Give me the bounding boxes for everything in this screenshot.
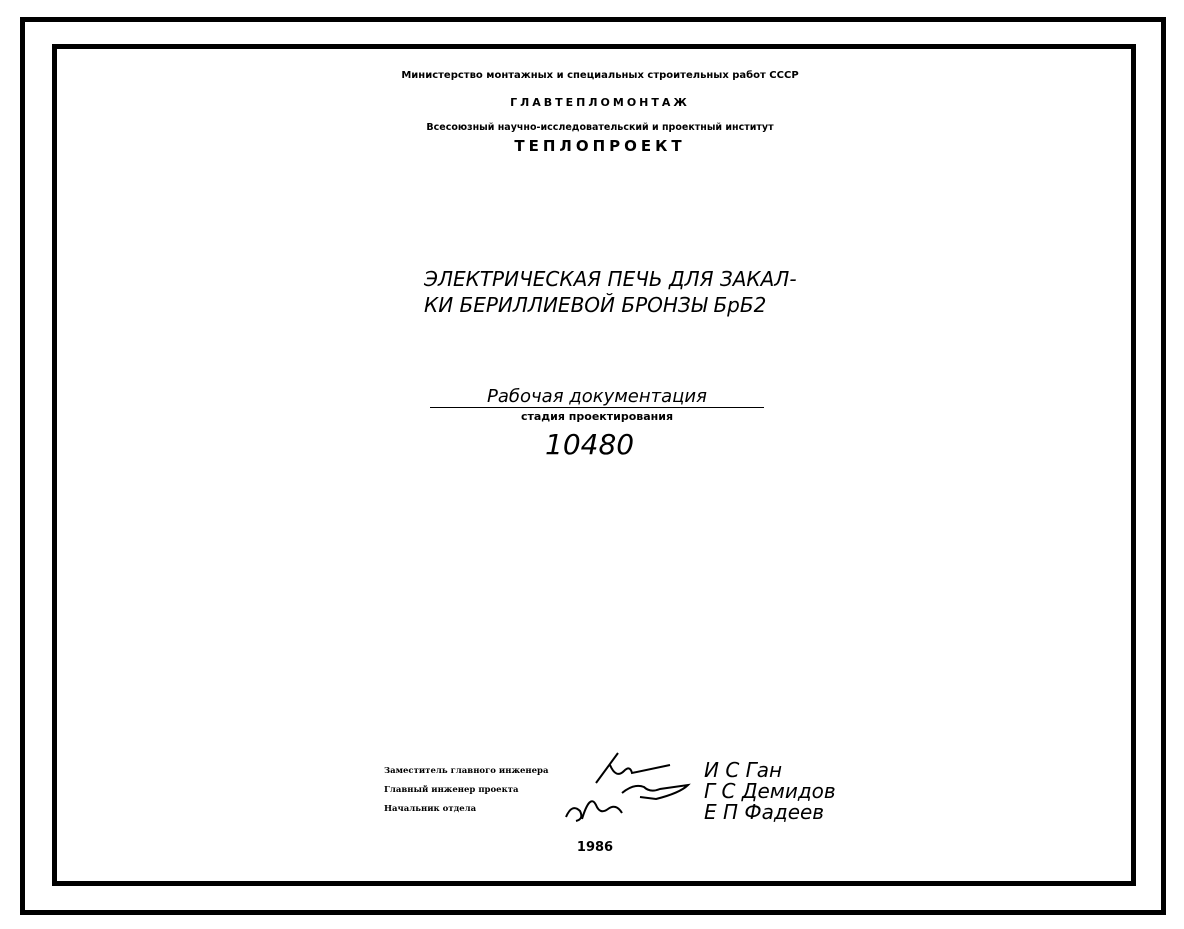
signatory-name: И С Ган	[704, 758, 783, 782]
signatory-role: Заместитель главного инженера	[384, 766, 549, 776]
signatory-name: Е П Фадеев	[704, 800, 825, 824]
handwritten-signatures	[560, 735, 720, 835]
ministry-name: Министерство монтажных и специальных строительных работ СССР	[401, 70, 799, 81]
signatory-role: Начальник отдела	[384, 804, 477, 814]
document-type: Рабочая документация	[487, 386, 707, 407]
main-department: ГЛАВТЕПЛОМОНТАЖ	[510, 96, 690, 109]
institute-description: Всесоюзный научно-исследовательский и проектный институт	[426, 122, 774, 133]
document-number: 10480	[545, 428, 635, 461]
stage-label: стадия проектирования	[520, 410, 674, 423]
signatory-name: Г С Демидов	[704, 779, 836, 803]
signatory-role: Главный инженер проекта	[384, 785, 519, 795]
document-title: ЭЛЕКТРИЧЕСКАЯ ПЕЧЬ ДЛЯ ЗАКАЛ- КИ БЕРИЛЛИЕВОЙ БРОНЗЫ БрБ2	[424, 267, 797, 317]
document-type-underline	[430, 407, 764, 408]
institute-name: ТЕПЛОПРОЕКТ	[514, 137, 686, 155]
year: 1986	[576, 840, 614, 855]
